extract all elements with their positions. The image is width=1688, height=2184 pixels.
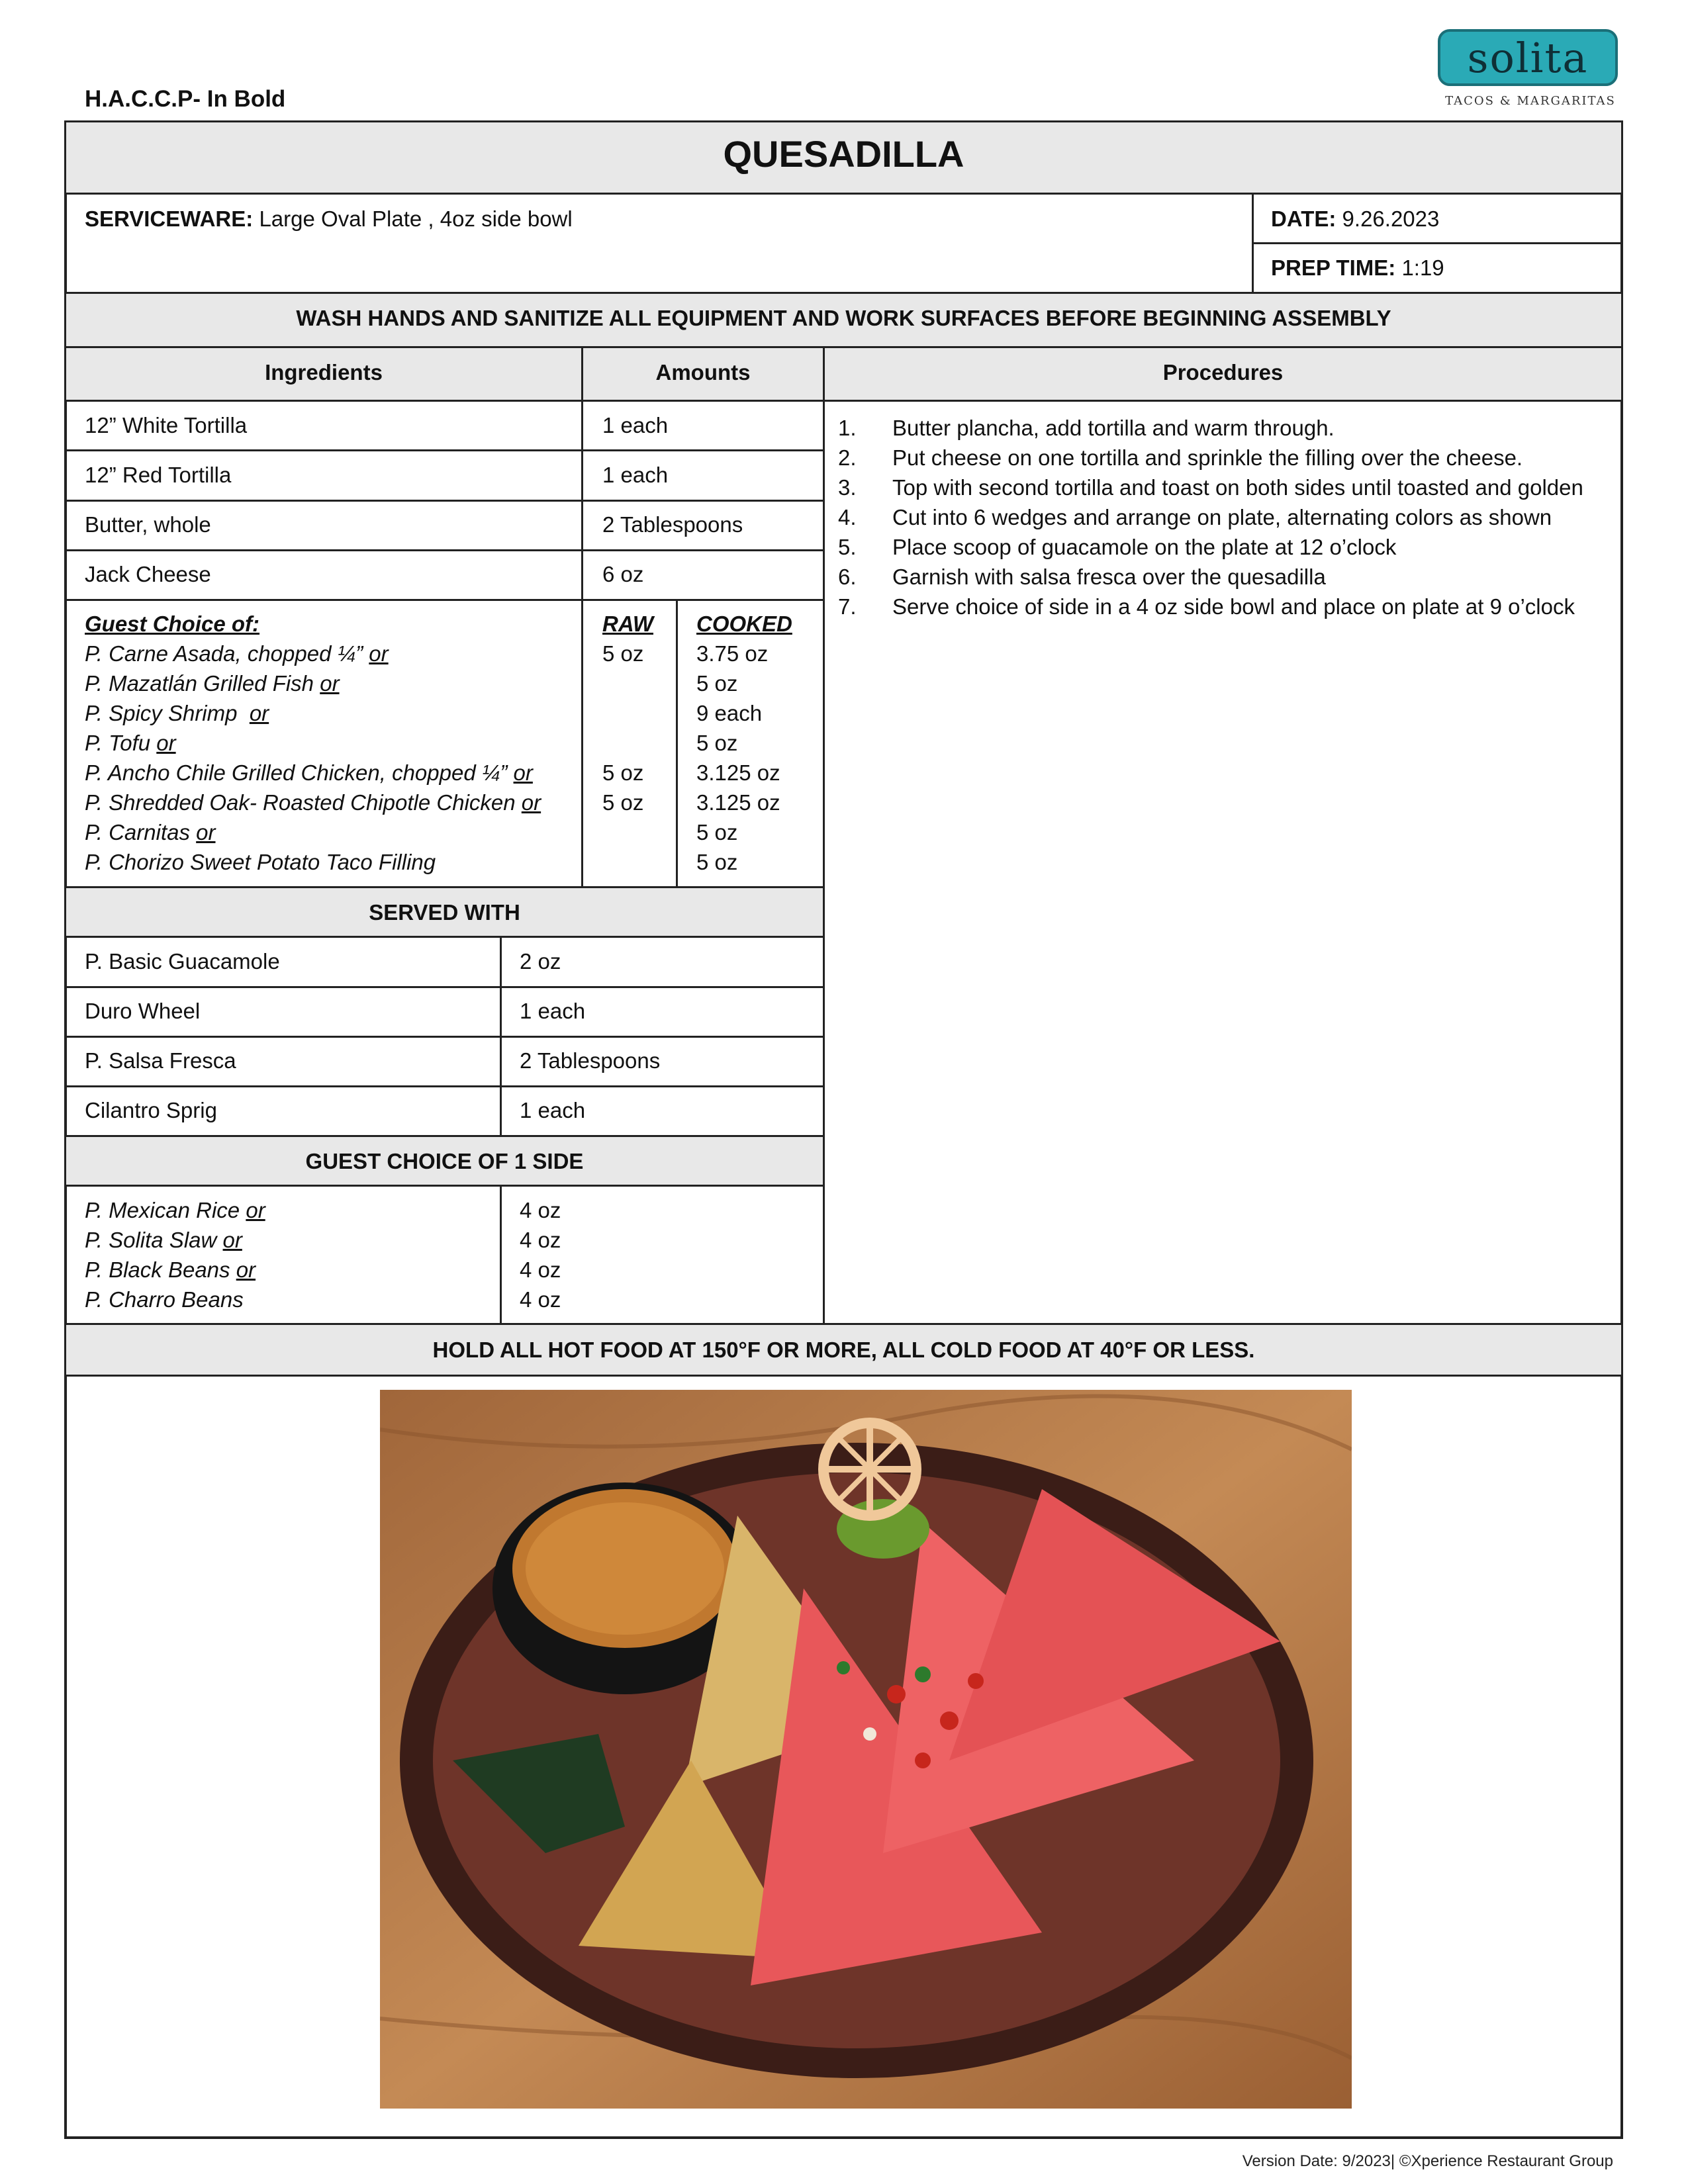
- date-value: 9.26.2023: [1342, 206, 1440, 231]
- cooked-amount: 5 oz: [696, 820, 738, 844]
- side-choice-item: P. Charro Beans: [85, 1287, 244, 1312]
- ingredient-amount: 1 each: [602, 413, 669, 437]
- ingredients-header: Ingredients: [265, 360, 383, 385]
- side-choice-amount: 4 oz: [520, 1198, 561, 1222]
- prep-time-label: PREP TIME:: [1271, 255, 1396, 280]
- date: [1271, 206, 1439, 232]
- ingredient-name: Jack Cheese: [85, 562, 211, 586]
- guest-choice-item: P. Chorizo Sweet Potato Taco Filling: [85, 850, 436, 874]
- served-with-heading: SERVED WITH: [369, 900, 520, 925]
- page-title: QUESADILLA: [723, 133, 964, 175]
- side-choice-heading: GUEST CHOICE OF 1 SIDE: [305, 1149, 584, 1173]
- raw-amount: 5 oz: [602, 760, 644, 785]
- serviceware-label: SERVICEWARE:: [85, 206, 254, 231]
- procedure-step: 5. Place scoop of guacamole on the plate at 12 o’clock: [838, 535, 1397, 559]
- guest-choice-item: P. Carne Asada, chopped ¼” or: [85, 641, 389, 666]
- amounts-header: Amounts: [655, 360, 751, 385]
- solita-logo: [1438, 29, 1623, 113]
- side-choice-item: P. Mexican Rice or: [85, 1198, 265, 1222]
- cooked-amount: 3.125 oz: [696, 760, 780, 785]
- served-with-amount: 1 each: [520, 1098, 586, 1122]
- ingredient-name: 12” White Tortilla: [85, 413, 248, 437]
- side-choice-amount: 4 oz: [520, 1287, 561, 1312]
- date-label: DATE:: [1271, 206, 1336, 231]
- served-with-item: P. Salsa Fresca: [85, 1048, 236, 1073]
- side-choice-item: P. Solita Slaw or: [85, 1228, 242, 1252]
- served-with-item: Duro Wheel: [85, 999, 201, 1023]
- quesadilla-photo: [380, 1390, 1352, 2109]
- served-with-amount: 1 each: [520, 999, 586, 1023]
- served-with-amount: 2 oz: [520, 949, 561, 974]
- procedures-list: [838, 413, 1606, 621]
- procedure-step: 2. Put cheese on one tortilla and sprinkle the filling over the cheese.: [838, 445, 1523, 470]
- procedure-step: 1. Butter plancha, add tortilla and warm through.: [838, 416, 1335, 440]
- served-with-item: P. Basic Guacamole: [85, 949, 280, 974]
- guest-choice-item: P. Spicy Shrimp or: [85, 701, 269, 725]
- side-choice-item: P. Black Beans or: [85, 1257, 256, 1282]
- ingredient-amount: 1 each: [602, 463, 669, 487]
- ingredient-name: 12” Red Tortilla: [85, 463, 232, 487]
- procedures-header: Procedures: [1162, 360, 1284, 385]
- side-choice-amount: 4 oz: [520, 1228, 561, 1252]
- procedure-step: 6. Garnish with salsa fresca over the quesadilla: [838, 565, 1326, 589]
- guest-choice-item: P. Shredded Oak- Roasted Chipotle Chicken or: [85, 790, 541, 815]
- prep-time-value: 1:19: [1401, 255, 1444, 280]
- cooked-amount: 3.125 oz: [696, 790, 780, 815]
- procedure-step: 3. Top with second tortilla and toast on both sides until toasted and golden: [838, 475, 1583, 500]
- guest-choice-item: P. Mazatlán Grilled Fish or: [85, 671, 340, 696]
- logo-badge: solita: [1438, 29, 1618, 86]
- ingredient-amount: 6 oz: [602, 562, 644, 586]
- served-with-item: Cilantro Sprig: [85, 1098, 217, 1122]
- side-choice-amount: 4 oz: [520, 1257, 561, 1282]
- ingredient-name: Butter, whole: [85, 512, 211, 537]
- cooked-amount: 9 each: [696, 701, 763, 725]
- logo-tagline: TACOS & MARGARITAS: [1445, 94, 1616, 108]
- raw-amount: 5 oz: [602, 790, 644, 815]
- procedure-step: 4. Cut into 6 wedges and arrange on plate, alternating colors as shown: [838, 505, 1552, 529]
- version-footer: Version Date: 9/2023| ©Xperience Restaurant Group: [1242, 2152, 1613, 2170]
- serviceware-value: Large Oval Plate , 4oz side bowl: [259, 206, 573, 231]
- wash-note: WASH HANDS AND SANITIZE ALL EQUIPMENT AND WORK SURFACES BEFORE BEGINNING ASSEMBLY: [296, 306, 1391, 330]
- raw-amount: 5 oz: [602, 641, 644, 666]
- cooked-amount: 5 oz: [696, 731, 738, 755]
- procedure-step: 7. Serve choice of side in a 4 oz side bowl and place on plate at 9 o’clock: [838, 594, 1575, 619]
- cooked-header: COOKED: [696, 612, 792, 636]
- guest-choice-item: P. Tofu or: [85, 731, 176, 755]
- served-with-amount: 2 Tablespoons: [520, 1048, 661, 1073]
- guest-choice-heading: Guest Choice of:: [85, 612, 260, 636]
- serviceware: [85, 206, 573, 232]
- cooked-amount: 5 oz: [696, 671, 738, 696]
- cooked-amount: 5 oz: [696, 850, 738, 874]
- hold-note: HOLD ALL HOT FOOD AT 150°F OR MORE, ALL COLD FOOD AT 40°F OR LESS.: [432, 1338, 1255, 1362]
- prep-time: [1271, 255, 1444, 281]
- cooked-amount: 3.75 oz: [696, 641, 769, 666]
- haccp-note: H.A.C.C.P- In Bold: [85, 86, 286, 112]
- guest-choice-item: P. Carnitas or: [85, 820, 216, 844]
- ingredient-amount: 2 Tablespoons: [602, 512, 743, 537]
- guest-choice-item: P. Ancho Chile Grilled Chicken, chopped ¼” or: [85, 760, 533, 785]
- raw-header: RAW: [602, 612, 653, 636]
